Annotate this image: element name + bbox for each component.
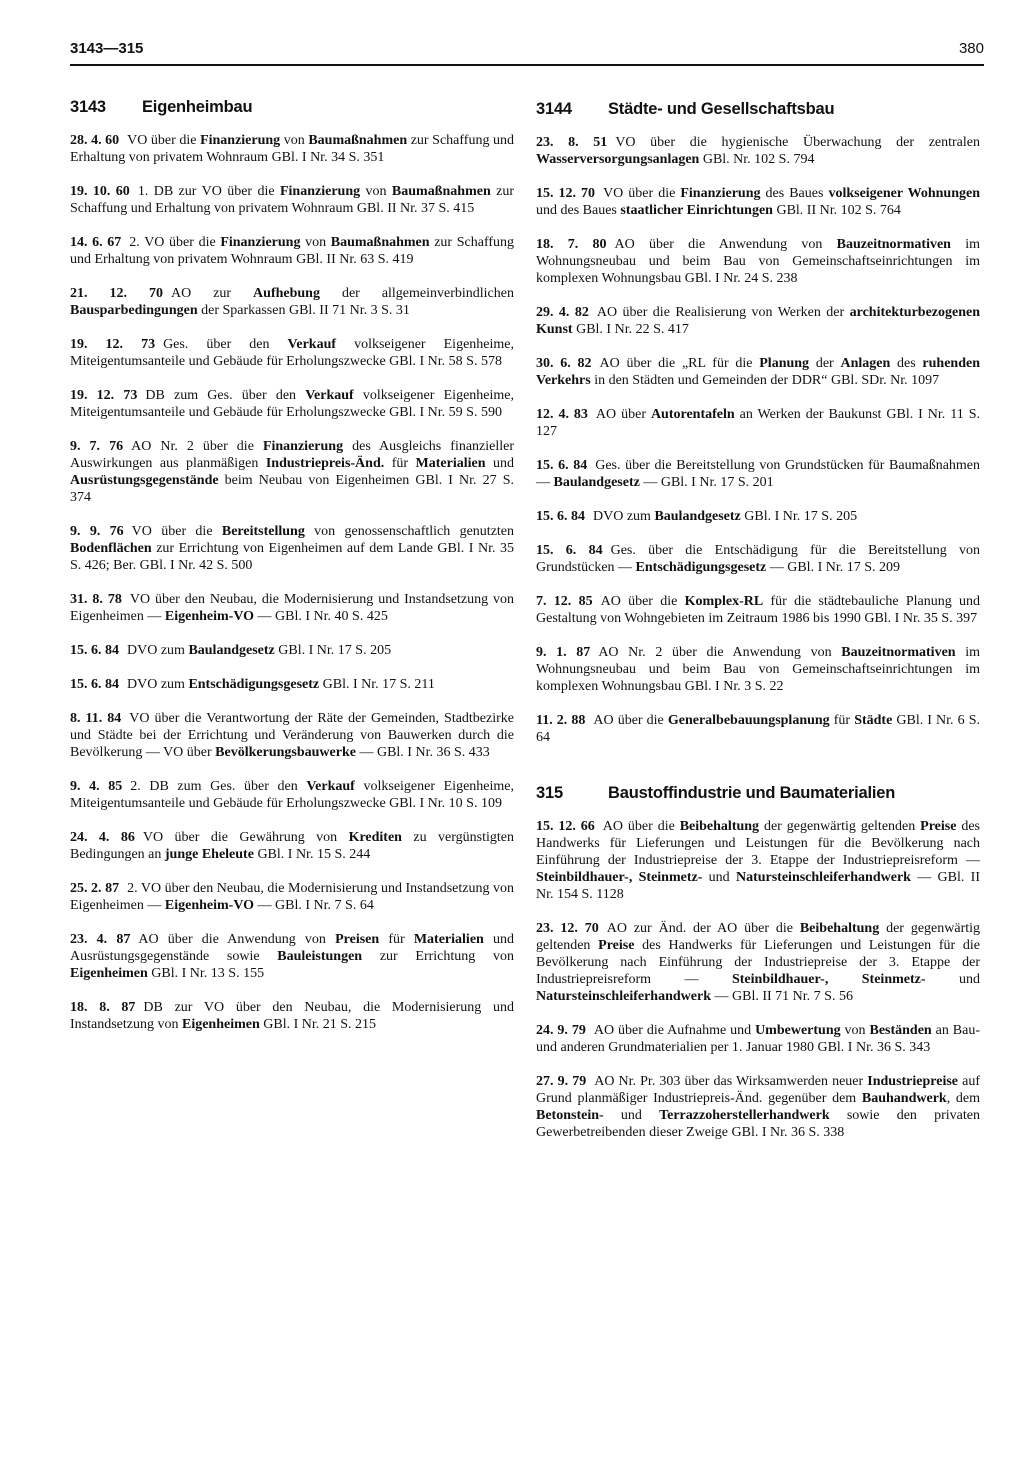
entry-text: volkseigener Eigenheime, Miteigentumsanteile und Gebäude für Erholungszwecke GBl. I Nr. 58 S. 578 xyxy=(70,337,514,369)
law-entry xyxy=(536,304,980,338)
entry-text: für xyxy=(379,932,414,947)
entry-text: AO über die „RL für die xyxy=(599,356,760,371)
law-entry xyxy=(70,438,514,506)
entry-date: 9. 4. 85 xyxy=(70,779,123,794)
entry-text: zur Errichtung von Eigenheimen auf dem Lande GBl. I Nr. 35 S. 426; Ber. GBl. I Nr. 42 S. 500 xyxy=(70,541,514,573)
entry-keyword: Generalbebauungsplanung xyxy=(667,713,830,728)
entry-date: 15. 6. 84 xyxy=(70,643,119,658)
law-entry xyxy=(70,999,514,1033)
entry-keyword: Finanzierung xyxy=(279,184,361,199)
entry-keyword: Industriepreise xyxy=(867,1074,959,1089)
entry-text: im Wohnungsneubau und beim Bau von Gemeinschaftseinrichtungen im komplexen Wohnungsbau GBl. I Nr. 3 S. 22 xyxy=(536,645,981,694)
entry-keyword: Baulandgesetz xyxy=(188,643,275,658)
entry-text: des Handwerks für Lieferungen und Leistungen für die Bevölkerung nach Einführung der Industriepreise der 3. Etappe der Industriepreisreform — xyxy=(536,938,981,987)
law-entry xyxy=(536,1022,980,1056)
entry-keyword: Preise xyxy=(598,938,635,953)
law-entry xyxy=(70,336,514,370)
entry-text: AO über die Anwendung von xyxy=(614,237,837,252)
law-entry xyxy=(70,591,514,625)
entry-date: 12. 4. 83 xyxy=(536,407,588,422)
entry-text: der xyxy=(809,356,841,371)
entry-keyword: Bausparbedingungen xyxy=(70,303,198,318)
entry-keyword: Bauleistungen xyxy=(277,949,363,964)
entry-keyword: Beibehaltung xyxy=(679,819,760,834)
law-entry xyxy=(70,710,514,761)
entry-date: 15. 12. 70 xyxy=(536,186,596,201)
entry-text: von xyxy=(280,133,309,148)
entry-date: 19. 10. 60 xyxy=(70,184,130,199)
entry-keyword: architekturbezogenen Kunst xyxy=(536,305,981,337)
entry-text: an Bau- und anderen Grundmaterialien per 1. Januar 1980 GBl. I Nr. 36 S. 343 xyxy=(536,1023,981,1055)
entry-keyword: Baulandgesetz xyxy=(654,509,741,524)
section-3143-entries xyxy=(70,132,514,1033)
law-entry xyxy=(70,642,514,659)
entry-keyword: Terrazzoherstellerhandwerk xyxy=(659,1108,830,1123)
section-number: 315 xyxy=(536,784,563,802)
entry-keyword: Finanzierung xyxy=(200,133,281,148)
section-315-entries xyxy=(536,818,980,1141)
entry-date: 31. 8. 78 xyxy=(70,592,122,607)
entry-text: GBl. I Nr. 21 S. 215 xyxy=(259,1017,377,1032)
entry-text: — GBl. I Nr. 17 S. 209 xyxy=(766,560,901,575)
entry-keyword: Entschädigungsgesetz xyxy=(188,677,320,692)
law-entry xyxy=(70,880,514,914)
law-entry xyxy=(70,931,514,982)
entry-text: — GBl. I Nr. 36 S. 433 xyxy=(355,745,490,760)
entry-text: Ges. über den xyxy=(163,337,288,352)
entry-keyword: Entschädigungsgesetz xyxy=(635,560,767,575)
entry-keyword: Steinbildhauer-, Steinmetz- xyxy=(731,972,926,987)
entry-text: Ges. über die Bereitstellung von Grundstücken für Baumaßnahmen — xyxy=(536,458,981,490)
entry-text: und xyxy=(702,870,736,885)
entry-text: des xyxy=(890,356,923,371)
section-name: Eigenheimbau xyxy=(142,98,253,116)
section-title-3144 xyxy=(536,100,980,119)
entry-text: VO über die xyxy=(603,186,681,201)
entry-text: 2. VO über die xyxy=(129,235,221,250)
law-entry xyxy=(70,183,514,217)
entry-text: AO Nr. 2 über die xyxy=(131,439,263,454)
entry-text: für xyxy=(829,713,855,728)
entry-keyword: Betonstein- xyxy=(536,1108,604,1123)
entry-date: 19. 12. 73 xyxy=(70,337,156,352)
section-name: Städte- und Gesellschaftsbau xyxy=(608,100,835,118)
entry-keyword: Eigenheimen xyxy=(181,1017,260,1032)
section-number: 3144 xyxy=(536,100,572,118)
entry-date: 29. 4. 82 xyxy=(536,305,589,320)
entry-date: 15. 12. 66 xyxy=(536,819,595,834)
entry-date: 23. 8. 51 xyxy=(536,135,608,150)
law-entry xyxy=(536,355,980,389)
entry-text: zur Schaffung und Erhaltung von privatem Wohnraum GBl. II Nr. 37 S. 415 xyxy=(70,184,515,216)
entry-keyword: Baumaßnahmen xyxy=(308,133,408,148)
law-entry xyxy=(70,132,514,166)
entry-keyword: Anlagen xyxy=(840,356,891,371)
entry-date: 9. 9. 76 xyxy=(70,524,124,539)
entry-keyword: Ausrüstungsgegenstände xyxy=(70,473,219,488)
entry-date: 24. 4. 86 xyxy=(70,830,135,845)
entry-keyword: Komplex-RL xyxy=(684,594,764,609)
entry-date: 8. 11. 84 xyxy=(70,711,122,726)
entry-keyword: junge Eheleute xyxy=(164,847,254,862)
entry-text: und xyxy=(925,972,980,987)
law-entry xyxy=(536,644,980,695)
entry-text: VO über die Verantwortung der Räte der Gemeinden, Stadtbezirke und Städte bei der Errichtung und Veränderung von Bauwerken durch die Bevölkerung — VO über xyxy=(70,711,515,760)
entry-text: DVO zum xyxy=(127,677,189,692)
entry-text: DVO zum xyxy=(127,643,189,658)
entry-date: 28. 4. 60 xyxy=(70,133,120,148)
entry-keyword: Umbewertung xyxy=(755,1023,841,1038)
entry-keyword: Autorentafeln xyxy=(650,407,735,422)
law-entry xyxy=(70,778,514,812)
entry-text: , dem xyxy=(946,1091,981,1106)
entry-text: zur Schaffung und Erhaltung von privatem Wohnraum GBl. II Nr. 63 S. 419 xyxy=(70,235,515,267)
entry-text: AO zur Änd. der AO über die xyxy=(606,921,800,936)
law-entry xyxy=(536,134,980,168)
section-name: Baustoffindustrie und Baumaterialien xyxy=(608,784,896,802)
entry-keyword: Materialien xyxy=(413,932,484,947)
entry-text: GBl. I Nr. 22 S. 417 xyxy=(572,322,689,337)
law-entry xyxy=(536,1073,980,1141)
entry-keyword: Baulandgesetz xyxy=(553,475,640,490)
entry-text: VO über die hygienische Überwachung der zentralen xyxy=(615,135,980,150)
entry-text: 2. DB zum Ges. über den xyxy=(130,779,307,794)
entry-text: GBl. I Nr. 6 S. 64 xyxy=(536,713,981,745)
entry-text: GBl. II Nr. 102 S. 764 xyxy=(772,203,901,218)
entry-text: zur Schaffung und Erhaltung von privatem Wohnraum GBl. I Nr. 34 S. 351 xyxy=(70,133,515,165)
entry-text: DVO zum xyxy=(593,509,655,524)
law-entry xyxy=(70,829,514,863)
entry-text: beim Neubau von Eigenheimen GBl. I Nr. 27 S. 374 xyxy=(70,473,514,505)
entry-keyword: Bereitstellung xyxy=(221,524,305,539)
entry-keyword: Preise xyxy=(920,819,957,834)
page-number: 380 xyxy=(958,40,984,57)
section-3144-entries xyxy=(536,134,980,746)
entry-text: und xyxy=(603,1108,660,1123)
entry-text: zu vergünstigten Bedingungen an xyxy=(70,830,515,862)
entry-text: AO über die xyxy=(593,713,668,728)
entry-keyword: Beibehaltung xyxy=(799,921,880,936)
entry-text: für xyxy=(384,456,416,471)
entry-date: 23. 4. 87 xyxy=(70,932,131,947)
entry-keyword: Eigenheim-VO xyxy=(164,898,255,913)
entry-text: AO über die Anwendung von xyxy=(138,932,336,947)
entry-keyword: Natursteinschleiferhandwerk xyxy=(536,989,711,1004)
entry-text: 2. VO über den Neubau, die Modernisierung und Instandsetzung von Eigenheimen — xyxy=(70,881,515,913)
entry-text: GBl. I Nr. 17 S. 205 xyxy=(274,643,392,658)
law-entry xyxy=(70,387,514,421)
entry-keyword: Aufhebung xyxy=(253,286,320,301)
entry-text: 1. DB zur VO über die xyxy=(137,184,280,199)
entry-keyword: Verkauf xyxy=(287,337,337,352)
entry-keyword: Bodenflächen xyxy=(70,541,152,556)
law-entry xyxy=(536,236,980,287)
entry-keyword: Planung xyxy=(759,356,810,371)
entry-date: 21. 12. 70 xyxy=(70,286,163,301)
entry-text: von xyxy=(300,235,331,250)
entry-date: 15. 6. 84 xyxy=(536,458,588,473)
entry-text: zur Errichtung von xyxy=(362,949,514,964)
entry-text: der Sparkassen GBl. II 71 Nr. 3 S. 31 xyxy=(197,303,410,318)
entry-text: für die städtebauliche Planung und Gestaltung von Wohngebieten im Zeitraum 1986 bis 1990 GBl. I Nr. 35 S. 397 xyxy=(536,594,981,626)
entry-text: AO über xyxy=(595,407,651,422)
entry-keyword: Steinbildhauer-, Steinmetz- xyxy=(536,870,703,885)
entry-text: der gegenwärtig geltenden xyxy=(536,921,981,953)
law-entry xyxy=(536,712,980,746)
entry-date: 15. 6. 84 xyxy=(536,509,585,524)
entry-text: AO Nr. 2 über die Anwendung von xyxy=(598,645,842,660)
entry-text: DB zum Ges. über den xyxy=(145,388,306,403)
entry-text: AO über die Aufnahme und xyxy=(593,1023,756,1038)
entry-keyword: Bauzeitnormativen xyxy=(841,645,956,660)
entry-text: der gegenwärtig geltenden xyxy=(759,819,921,834)
entry-text: — GBl. I Nr. 7 S. 64 xyxy=(254,898,374,913)
entry-text: und des Baues xyxy=(536,203,621,218)
entry-text: — GBl. II Nr. 154 S. 1128 xyxy=(536,870,980,902)
entry-text: AO über die xyxy=(602,819,680,834)
entry-text: in den Städten und Gemeinden der DDR“ GBl. SDr. Nr. 1097 xyxy=(590,373,940,388)
entry-text: von xyxy=(840,1023,870,1038)
entry-keyword: ruhenden Verkehrs xyxy=(536,356,980,388)
law-entry xyxy=(70,234,514,268)
entry-keyword: Krediten xyxy=(348,830,402,845)
entry-text: VO über die xyxy=(131,524,222,539)
entry-keyword: volkseigener Wohnungen xyxy=(828,186,981,201)
entry-keyword: Bevölkerungsbauwerke xyxy=(215,745,356,760)
entry-keyword: Beständen xyxy=(869,1023,932,1038)
law-entry xyxy=(536,508,980,525)
entry-text: — GBl. I Nr. 17 S. 201 xyxy=(639,475,774,490)
entry-keyword: Wasserversorgungsanlagen xyxy=(536,152,700,167)
entry-text: — GBl. I Nr. 40 S. 425 xyxy=(254,609,388,624)
entry-date: 30. 6. 82 xyxy=(536,356,592,371)
entry-text: GBl. I Nr. 13 S. 155 xyxy=(147,966,265,981)
entry-keyword: Finanzierung xyxy=(220,235,301,250)
entry-keyword: Verkauf xyxy=(306,779,355,794)
entry-text: — GBl. II 71 Nr. 7 S. 56 xyxy=(711,989,853,1004)
entry-keyword: Städte xyxy=(854,713,893,728)
entry-text: volkseigener Eigenheime, Miteigentumsanteile und Gebäude für Erholungszwecke GBl. I Nr. 59 S. 590 xyxy=(70,388,514,420)
section-number: 3143 xyxy=(70,98,106,116)
entry-date: 25. 2. 87 xyxy=(70,881,120,896)
entry-date: 7. 12. 85 xyxy=(536,594,593,609)
law-entry xyxy=(70,285,514,319)
entry-keyword: Preisen xyxy=(335,932,380,947)
entry-text: GBl. I Nr. 15 S. 244 xyxy=(253,847,371,862)
entry-text: GBl. I Nr. 17 S. 211 xyxy=(319,677,435,692)
entry-date: 18. 8. 87 xyxy=(70,1000,136,1015)
entry-text: DB zur VO über den Neubau, die Modernisierung und Instandsetzung von xyxy=(70,1000,515,1032)
section-title-3143 xyxy=(70,98,514,117)
entry-text: volkseigener Eigenheime, Miteigentumsanteile und Gebäude für Erholungszwecke GBl. I Nr. 10 S. 109 xyxy=(70,779,514,811)
entry-text: VO über die xyxy=(127,133,201,148)
entry-text: AO über die xyxy=(600,594,685,609)
entry-text: des Baues xyxy=(760,186,829,201)
left-column xyxy=(70,98,514,1050)
entry-date: 11. 2. 88 xyxy=(536,713,586,728)
law-entry xyxy=(70,523,514,574)
entry-date: 14. 6. 67 xyxy=(70,235,122,250)
header-section-range: 3143—315 xyxy=(70,40,144,57)
right-column xyxy=(536,100,980,1158)
entry-text: von genossenschaftlich genutzten xyxy=(304,524,515,539)
entry-text: an Werken der Baukunst GBl. I Nr. 11 S. 127 xyxy=(536,407,980,439)
entry-text: des Handwerks für Lieferungen und Leistungen für die Bevölkerung nach Einführung der Industriepreise der 3. Etappe der Industriepreisreform — xyxy=(536,819,980,868)
header-rule xyxy=(70,64,984,66)
entry-keyword: staatlicher Einrichtungen xyxy=(620,203,773,218)
entry-text: der allgemeinverbindlichen xyxy=(319,286,514,301)
entry-date: 9. 1. 87 xyxy=(536,645,591,660)
law-entry xyxy=(536,185,980,219)
entry-keyword: Baumaßnahmen xyxy=(330,235,430,250)
entry-date: 19. 12. 73 xyxy=(70,388,138,403)
page-header xyxy=(70,40,984,64)
entry-date: 15. 6. 84 xyxy=(70,677,119,692)
entry-date: 9. 7. 76 xyxy=(70,439,124,454)
entry-keyword: Verkauf xyxy=(305,388,354,403)
entry-text: AO über die Realisierung von Werken der xyxy=(596,305,850,320)
entry-text: und Ausrüstungsgegenstände sowie xyxy=(70,932,515,964)
entry-keyword: Natursteinschleiferhandwerk xyxy=(735,870,911,885)
entry-keyword: Eigenheim-VO xyxy=(164,609,255,624)
entry-date: 24. 9. 79 xyxy=(536,1023,586,1038)
law-entry xyxy=(536,406,980,440)
entry-text: und xyxy=(485,456,515,471)
entry-text: AO Nr. Pr. 303 über das Wirksamwerden neuer xyxy=(594,1074,868,1089)
law-entry xyxy=(536,542,980,576)
entry-text: von xyxy=(360,184,392,199)
entry-date: 18. 7. 80 xyxy=(536,237,607,252)
entry-text: im Wohnungsneubau und beim Bau von Gemeinschaftseinrichtungen im komplexen Wohnungsbau GBl. I Nr. 24 S. 238 xyxy=(536,237,980,286)
entry-keyword: Finanzierung xyxy=(262,439,344,454)
law-entry xyxy=(536,457,980,491)
section-title-315 xyxy=(536,784,980,803)
law-entry xyxy=(536,818,980,903)
entry-text: GBl. Nr. 102 S. 794 xyxy=(699,152,815,167)
entry-date: 23. 12. 70 xyxy=(536,921,599,936)
entry-date: 27. 9. 79 xyxy=(536,1074,587,1089)
entry-text: GBl. I Nr. 17 S. 205 xyxy=(740,509,858,524)
entry-text: VO über den Neubau, die Modernisierung und Instandsetzung von Eigenheimen — xyxy=(70,592,514,624)
entry-text: des Ausgleichs finanzieller Auswirkungen aus planmäßigen xyxy=(70,439,515,471)
entry-text: AO zur xyxy=(170,286,254,301)
entry-keyword: Baumaßnahmen xyxy=(391,184,491,199)
entry-text: Ges. über die Entschädigung für die Bereitstellung von Grundstücken — xyxy=(536,543,980,575)
law-entry xyxy=(70,676,514,693)
entry-keyword: Materialien xyxy=(415,456,486,471)
entry-text: auf Grund planmäßiger Industriepreis-Änd. gegenüber dem xyxy=(536,1074,980,1106)
law-entry xyxy=(536,593,980,627)
entry-date: 15. 6. 84 xyxy=(536,543,603,558)
entry-text: VO über die Gewährung von xyxy=(142,830,349,845)
entry-text: sowie den privaten Gewerbetreibenden dieser Zweige GBl. I Nr. 36 S. 338 xyxy=(536,1108,980,1140)
entry-keyword: Industriepreis-Änd. xyxy=(265,456,385,471)
entry-keyword: Finanzierung xyxy=(680,186,761,201)
law-entry xyxy=(536,920,980,1005)
entry-keyword: Bauhandwerk xyxy=(861,1091,947,1106)
entry-keyword: Bauzeitnormativen xyxy=(836,237,951,252)
entry-keyword: Eigenheimen xyxy=(70,966,148,981)
